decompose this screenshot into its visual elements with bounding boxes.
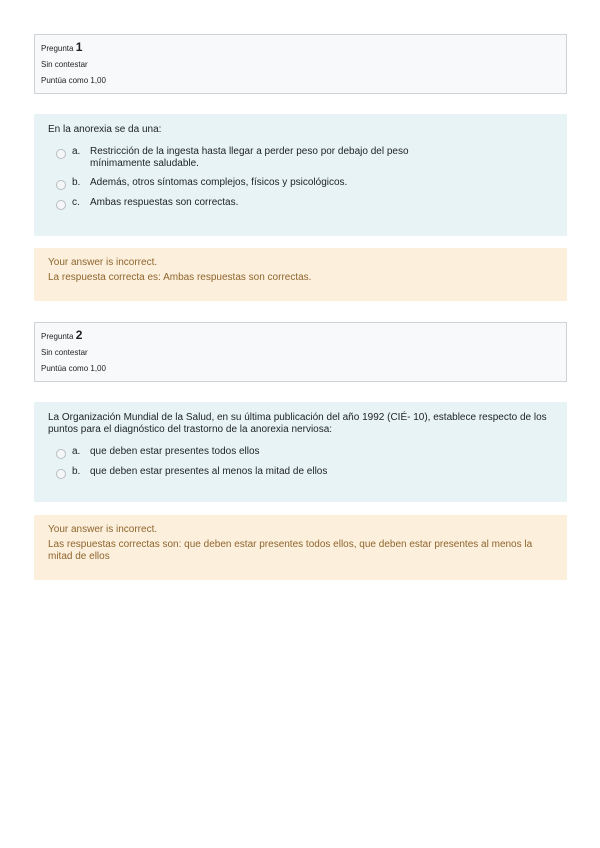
question-info xyxy=(34,34,567,94)
answer-option-a[interactable] xyxy=(56,146,553,170)
question-state: Sin contestar xyxy=(41,348,88,357)
question-label: Pregunta xyxy=(41,332,74,341)
answer-option-b[interactable] xyxy=(56,466,553,479)
question-state: Sin contestar xyxy=(41,60,88,69)
answer-text: que deben estar presentes al menos la mitad de ellos xyxy=(90,466,328,477)
answer-letter: b. xyxy=(72,177,81,188)
answer-text: Restricción de la ingesta hasta llegar a perder peso por debajo del peso mínimamente saludable. xyxy=(90,146,409,169)
question-number-value: 1 xyxy=(75,40,83,54)
radio-button[interactable] xyxy=(56,149,66,159)
feedback-box xyxy=(34,515,567,580)
question-2 xyxy=(34,322,567,382)
radio-button[interactable] xyxy=(56,180,66,190)
formulation xyxy=(34,402,567,502)
radio-button[interactable] xyxy=(56,200,66,210)
question-1-outcome xyxy=(34,248,567,301)
feedback-box xyxy=(34,248,567,301)
answer-text: Ambas respuestas son correctas. xyxy=(90,197,239,208)
question-1-formulation xyxy=(34,114,567,236)
radio-button[interactable] xyxy=(56,469,66,479)
question-number-value: 2 xyxy=(75,328,83,342)
question-label: Pregunta xyxy=(41,44,74,53)
answer-text: que deben estar presentes todos ellos xyxy=(90,446,260,457)
answer-letter: a. xyxy=(72,446,81,457)
question-2-formulation xyxy=(34,402,567,502)
answer-option-c[interactable] xyxy=(56,197,553,210)
right-answer-text: La respuesta correcta es: Ambas respuestas son correctas. xyxy=(48,272,312,283)
answer-letter: a. xyxy=(72,146,81,157)
question-number xyxy=(41,41,560,55)
question-info xyxy=(34,322,567,382)
answer-option-b[interactable] xyxy=(56,177,553,190)
formulation xyxy=(34,114,567,236)
feedback-text: Your answer is incorrect. xyxy=(48,257,158,268)
answer-text: Además, otros síntomas complejos, físicos y psicológicos. xyxy=(90,177,348,188)
question-2-outcome xyxy=(34,515,567,580)
question-text: La Organización Mundial de la Salud, en su última publicación del año 1992 (CIÉ- 10), establece respecto de los puntos para el diagnóstico del trastorno de la anorexia nerviosa: xyxy=(48,412,547,435)
answer-option-a[interactable] xyxy=(56,446,553,459)
question-grade: Puntúa como 1,00 xyxy=(41,364,106,373)
question-text: En la anorexia se da una: xyxy=(48,124,162,135)
answer-letter: b. xyxy=(72,466,81,477)
question-number xyxy=(41,329,560,343)
radio-button[interactable] xyxy=(56,449,66,459)
question-1 xyxy=(34,34,567,94)
question-grade: Puntúa como 1,00 xyxy=(41,76,106,85)
answer-letter: c. xyxy=(72,197,80,208)
right-answer-text: Las respuestas correctas son: que deben estar presentes todos ellos, que deben estar presentes al menos la mitad de ellos xyxy=(48,539,533,562)
feedback-text: Your answer is incorrect. xyxy=(48,524,158,535)
